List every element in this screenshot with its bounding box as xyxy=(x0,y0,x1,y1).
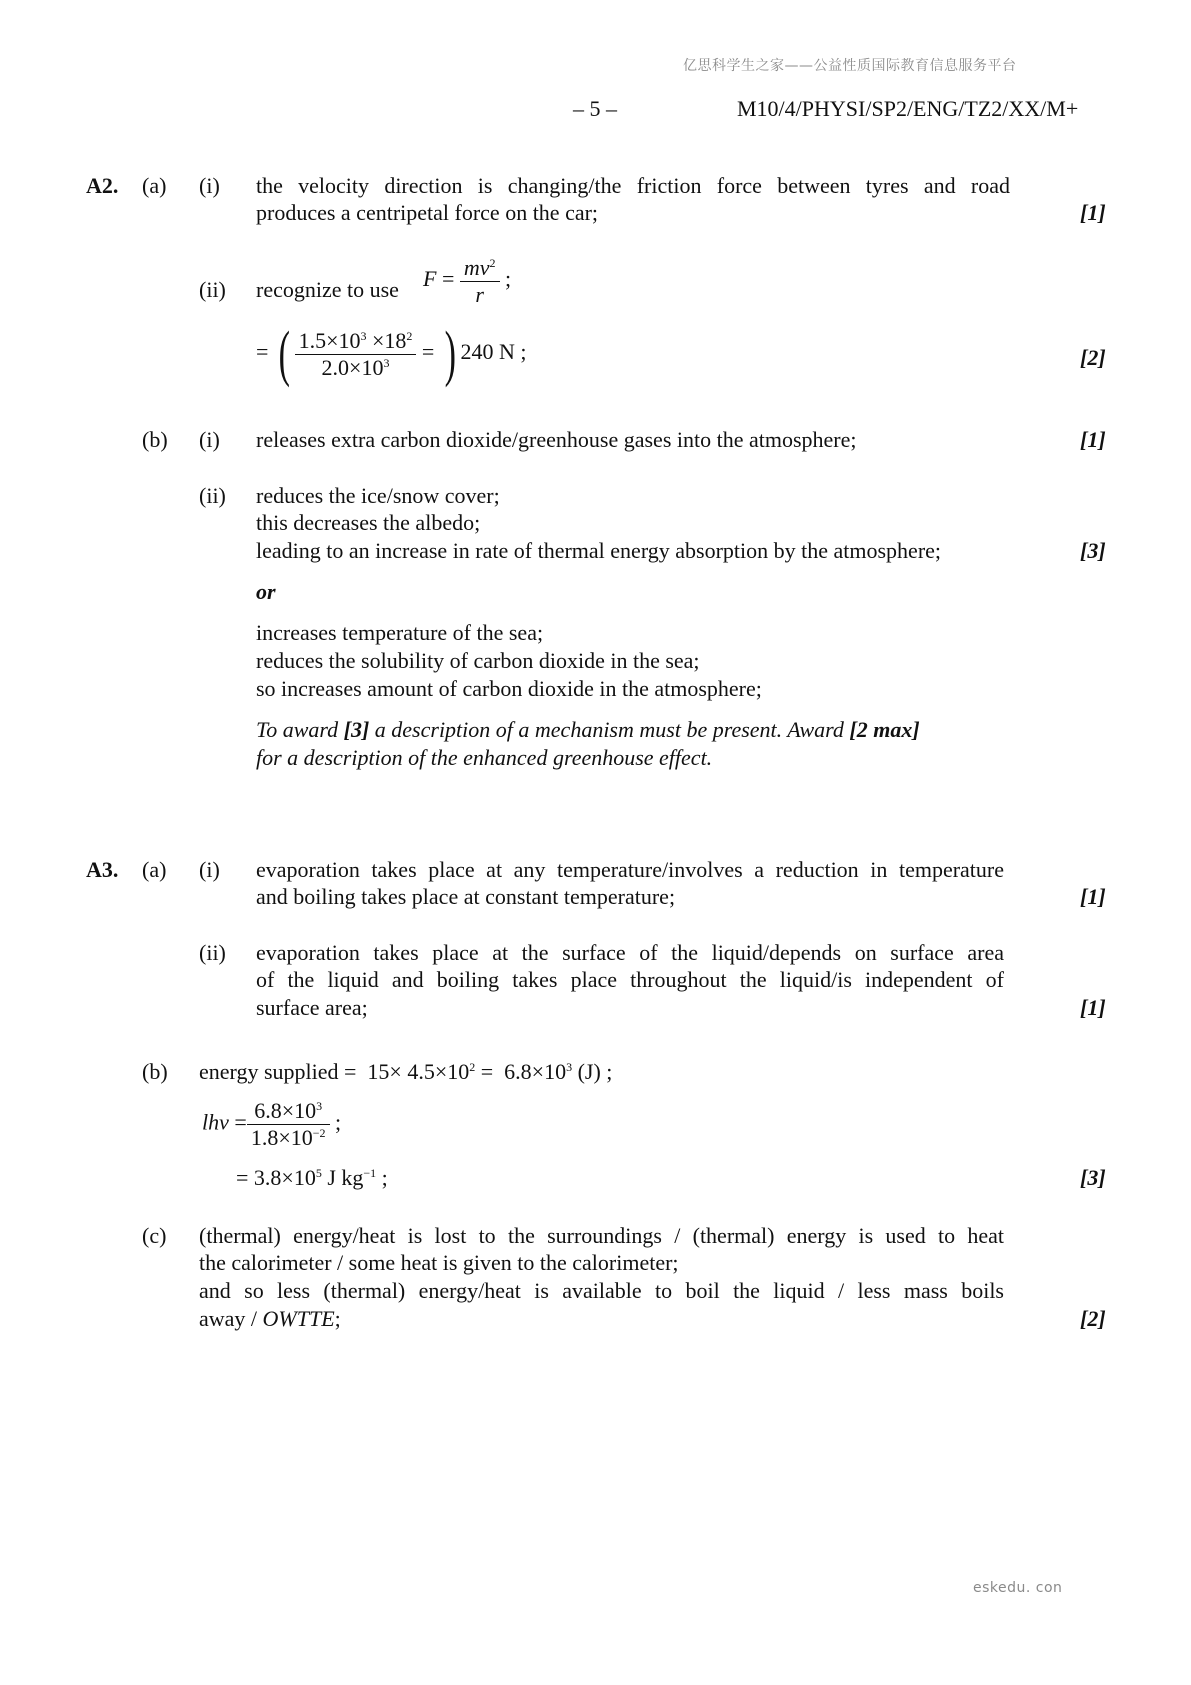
a3-a-ii-line3: surface area; xyxy=(256,995,368,1020)
a2-b-ii-alt-line3: so increases amount of carbon dioxide in the atmosphere; xyxy=(256,676,762,701)
or-separator: or xyxy=(256,579,276,604)
formula-latent-heat: lhv = $\frac{6.8\times 10^3}{1.8\times 10^{-2}}$ ; xyxy=(202,1098,342,1150)
a3-c-line3: and so less (thermal) energy/heat is available to boil the liquid / less mass boils xyxy=(199,1278,1004,1303)
a3-c-line4: away / OWTTE; xyxy=(199,1306,341,1331)
a3-a-i-line2: and boiling takes place at constant temperature; xyxy=(256,884,676,909)
a3-b-label: (b) xyxy=(142,1059,168,1084)
marking-note-line1: To award [3] a description of a mechanism must be present. Award [2 max] xyxy=(256,717,920,742)
a2-a-label: (a) xyxy=(142,173,167,198)
paper-code: M10/4/PHYSI/SP2/ENG/TZ2/XX/M+ xyxy=(737,96,1079,121)
a3-c-label: (c) xyxy=(142,1223,167,1248)
a3-b-mark: [3] xyxy=(1080,1165,1106,1190)
a2-b-i-text: releases extra carbon dioxide/greenhouse gases into the atmosphere; xyxy=(256,427,857,452)
a3-a-ii-mark: [1] xyxy=(1080,995,1106,1020)
page-number: – 5 – xyxy=(573,96,617,121)
a3-a-i-line1: evaporation takes place at any temperature/involves a reduction in temperature xyxy=(256,857,1004,882)
a2-a-ii-label: (ii) xyxy=(199,277,226,302)
a2-b-ii-line1: reduces the ice/snow cover; xyxy=(256,483,500,508)
a2-a-i-line1: the velocity direction is changing/the friction force between tyres and road xyxy=(256,173,1010,198)
a3-a-label: (a) xyxy=(142,857,167,882)
a2-b-i-mark: [1] xyxy=(1080,427,1106,452)
a2-b-i-label: (i) xyxy=(199,427,220,452)
question-a2-label: A2. xyxy=(86,173,119,198)
a2-b-label: (b) xyxy=(142,427,168,452)
question-a3-label: A3. xyxy=(86,857,119,882)
a2-b-ii-alt-line1: increases temperature of the sea; xyxy=(256,620,544,645)
a2-a-ii-mark: [2] xyxy=(1080,345,1106,370)
a2-a-ii-text: recognize to use xyxy=(256,277,399,302)
a3-a-ii-line1: evaporation takes place at the surface of the liquid/depends on surface area xyxy=(256,940,1004,965)
a3-c-line1: (thermal) energy/heat is lost to the surroundings / (thermal) energy is used to heat xyxy=(199,1223,1004,1248)
a2-a-i-label: (i) xyxy=(199,173,220,198)
a2-a-i-mark: [1] xyxy=(1080,200,1106,225)
a2-b-ii-line2: this decreases the albedo; xyxy=(256,510,481,535)
a3-a-ii-line2: of the liquid and boiling takes place throughout the liquid/is independent of xyxy=(256,967,1004,992)
formula-latent-heat-result: = $3.8\times 10^5$ J $kg^{-1}$ ; xyxy=(236,1165,388,1190)
a2-b-ii-line3: leading to an increase in rate of thermal energy absorption by the atmosphere; xyxy=(256,538,942,563)
formula-energy-supplied: energy supplied = $15\times 4.5\times 10^2 = 6.8\times 10^3$ (J) ; xyxy=(199,1059,613,1084)
a2-b-ii-mark: [3] xyxy=(1080,538,1106,563)
a2-b-ii-label: (ii) xyxy=(199,483,226,508)
a2-a-i-line2: produces a centripetal force on the car; xyxy=(256,200,599,225)
a3-a-ii-label: (ii) xyxy=(199,940,226,965)
watermark-bottom: eskedu. con xyxy=(973,1580,1063,1596)
a3-c-line2: the calorimeter / some heat is given to the calorimeter; xyxy=(199,1250,679,1275)
marking-note-line2: for a description of the enhanced greenhouse effect. xyxy=(256,745,713,770)
a3-a-i-mark: [1] xyxy=(1080,884,1106,909)
a2-b-ii-alt-line2: reduces the solubility of carbon dioxide in the sea; xyxy=(256,648,700,673)
formula-force: F = $\frac{mv^2}{r}$ ; xyxy=(423,255,512,307)
a3-c-mark: [2] xyxy=(1080,1306,1106,1331)
formula-force-value: = ( $\frac{1.5\times 10^3 \times 18^2}{2.0\times 10^3}$ = ) 240 N ; xyxy=(256,320,527,388)
a3-a-i-label: (i) xyxy=(199,857,220,882)
watermark-top: 亿思科学生之家——公益性质国际教育信息服务平台 xyxy=(683,58,1017,74)
